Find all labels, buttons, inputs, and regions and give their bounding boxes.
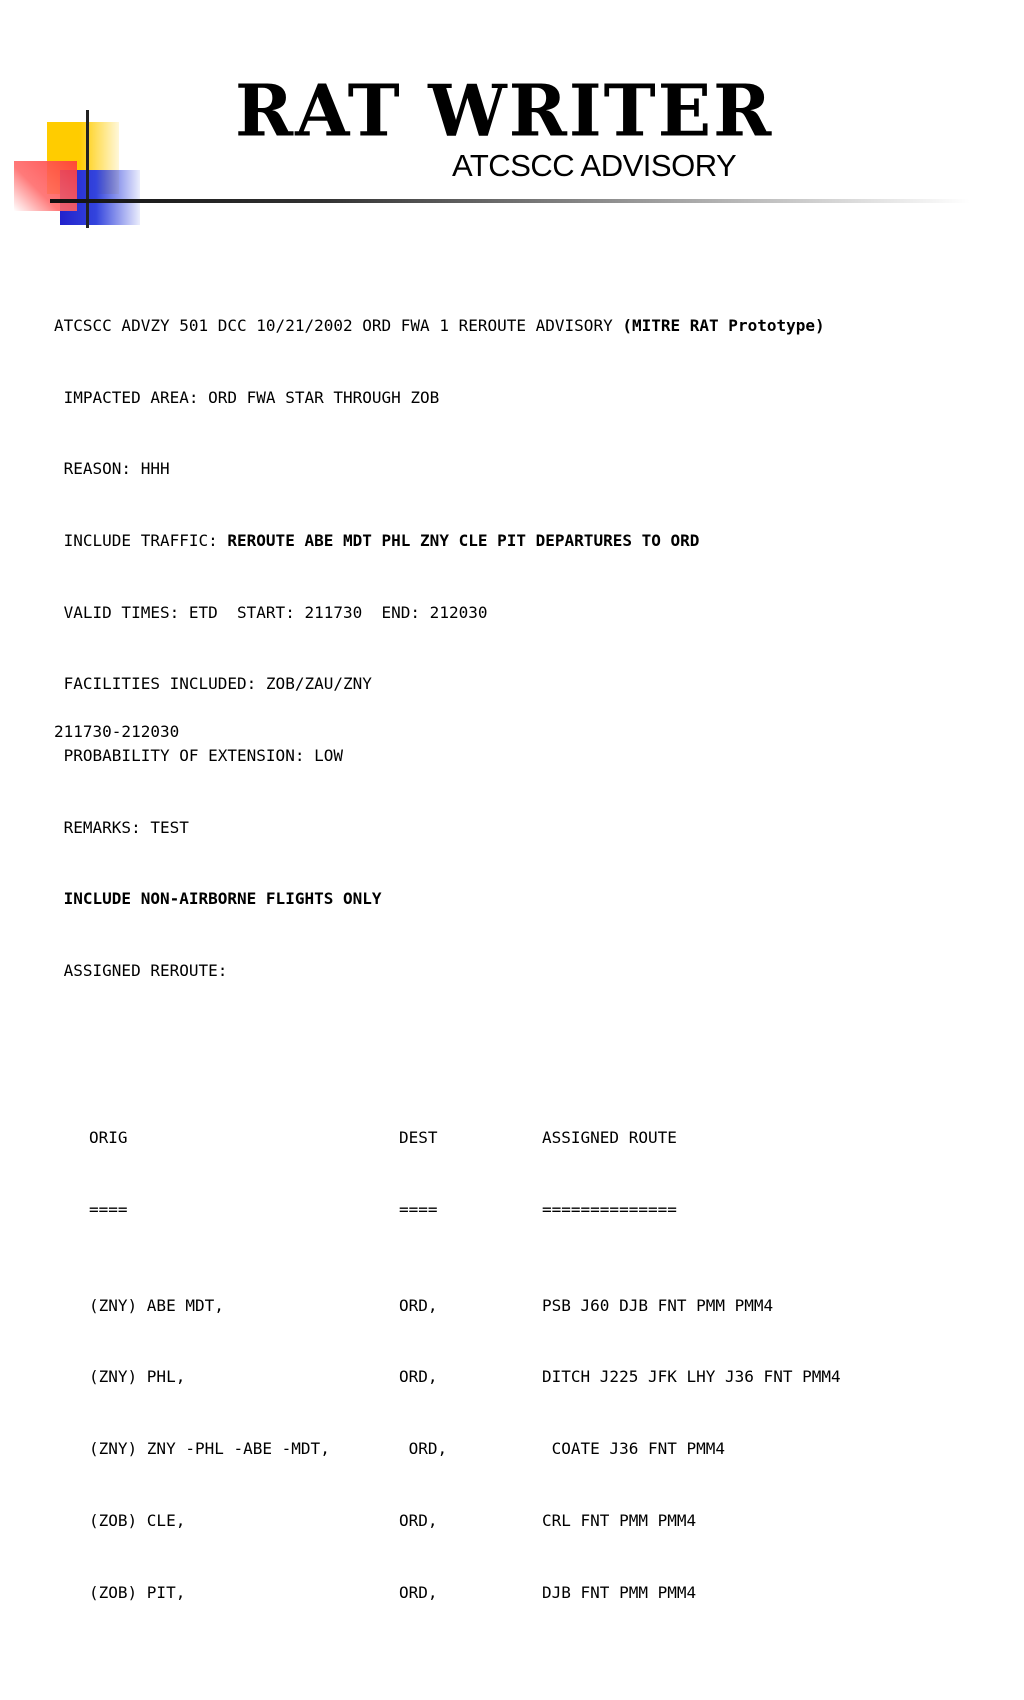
valid-times-line: VALID TIMES: ETD START: 211730 END: 212030 [54, 602, 488, 622]
table-row [54, 1294, 825, 1318]
orig-cell: (ZNY) ABE MDT, [89, 1295, 224, 1315]
page-subtitle: ATCSCC ADVISORY [452, 148, 737, 183]
reason-line: REASON: HHH [54, 459, 170, 479]
route-cell: COATE J36 FNT PMM4 [542, 1439, 726, 1459]
red-square-decoration [14, 161, 77, 211]
impacted-area-line: IMPACTED AREA: ORD FWA STAR THROUGH ZOB [54, 387, 440, 407]
include-traffic-label: INCLUDE TRAFFIC: [54, 530, 228, 550]
dest-underline: ==== [399, 1200, 438, 1220]
advisory-prototype-tag: (MITRE RAT Prototype) [622, 315, 825, 335]
include-traffic-line [54, 529, 825, 553]
route-cell: DITCH J225 JFK LHY J36 FNT PMM4 [542, 1367, 841, 1387]
route-underline: ============== [542, 1200, 677, 1220]
blank-line [54, 1031, 825, 1055]
orig-underline: ==== [89, 1200, 128, 1220]
advisory-text [54, 266, 841, 1628]
reroute-table-underline [54, 1198, 825, 1222]
orig-cell: (ZOB) CLE, [89, 1510, 186, 1530]
include-traffic-value: REROUTE ABE MDT PHL ZNY CLE PIT DEPARTURES TO ORD [227, 530, 700, 550]
facilities-line: FACILITIES INCLUDED: ZOB/ZAU/ZNY [54, 674, 372, 694]
dest-cell: ORD, [399, 1582, 438, 1602]
table-row [54, 1365, 841, 1389]
dest-cell: ORD, [399, 1439, 448, 1459]
orig-cell: (ZOB) PIT, [89, 1582, 186, 1602]
probability-line: PROBABILITY OF EXTENSION: LOW [54, 746, 343, 766]
route-cell: PSB J60 DJB FNT PMM PMM4 [542, 1295, 774, 1315]
table-row [54, 1581, 825, 1605]
assigned-reroute-line: ASSIGNED REROUTE: [54, 961, 228, 981]
page-title: RAT WRITER [235, 68, 774, 153]
orig-cell: (ZNY) ZNY -PHL -ABE -MDT, [89, 1439, 330, 1459]
remarks-line: REMARKS: TEST [54, 817, 189, 837]
advisory-header-text: ATCSCC ADVZY 501 DCC 10/21/2002 ORD FWA 1 REROUTE ADVISORY [54, 315, 623, 335]
route-cell: DJB FNT PMM PMM4 [542, 1582, 697, 1602]
horizontal-rule [50, 199, 970, 203]
vertical-line-decoration [86, 110, 89, 228]
route-cell: CRL FNT PMM PMM4 [542, 1510, 697, 1530]
table-row [54, 1437, 825, 1461]
footer-time-range: 211730-212030 [54, 722, 180, 741]
decorative-logo [0, 0, 160, 240]
route-column-header: ASSIGNED ROUTE [542, 1128, 677, 1148]
dest-cell: ORD, [399, 1510, 438, 1530]
dest-cell: ORD, [399, 1367, 438, 1387]
non-airborne-line: INCLUDE NON-AIRBORNE FLIGHTS ONLY [54, 889, 382, 909]
table-row [54, 1509, 825, 1533]
reroute-table-header [54, 1126, 825, 1150]
dest-column-header: DEST [399, 1128, 438, 1148]
advisory-header-line [54, 314, 825, 338]
dest-cell: ORD, [399, 1295, 438, 1315]
orig-cell: (ZNY) PHL, [89, 1367, 186, 1387]
orig-column-header: ORIG [89, 1128, 128, 1148]
